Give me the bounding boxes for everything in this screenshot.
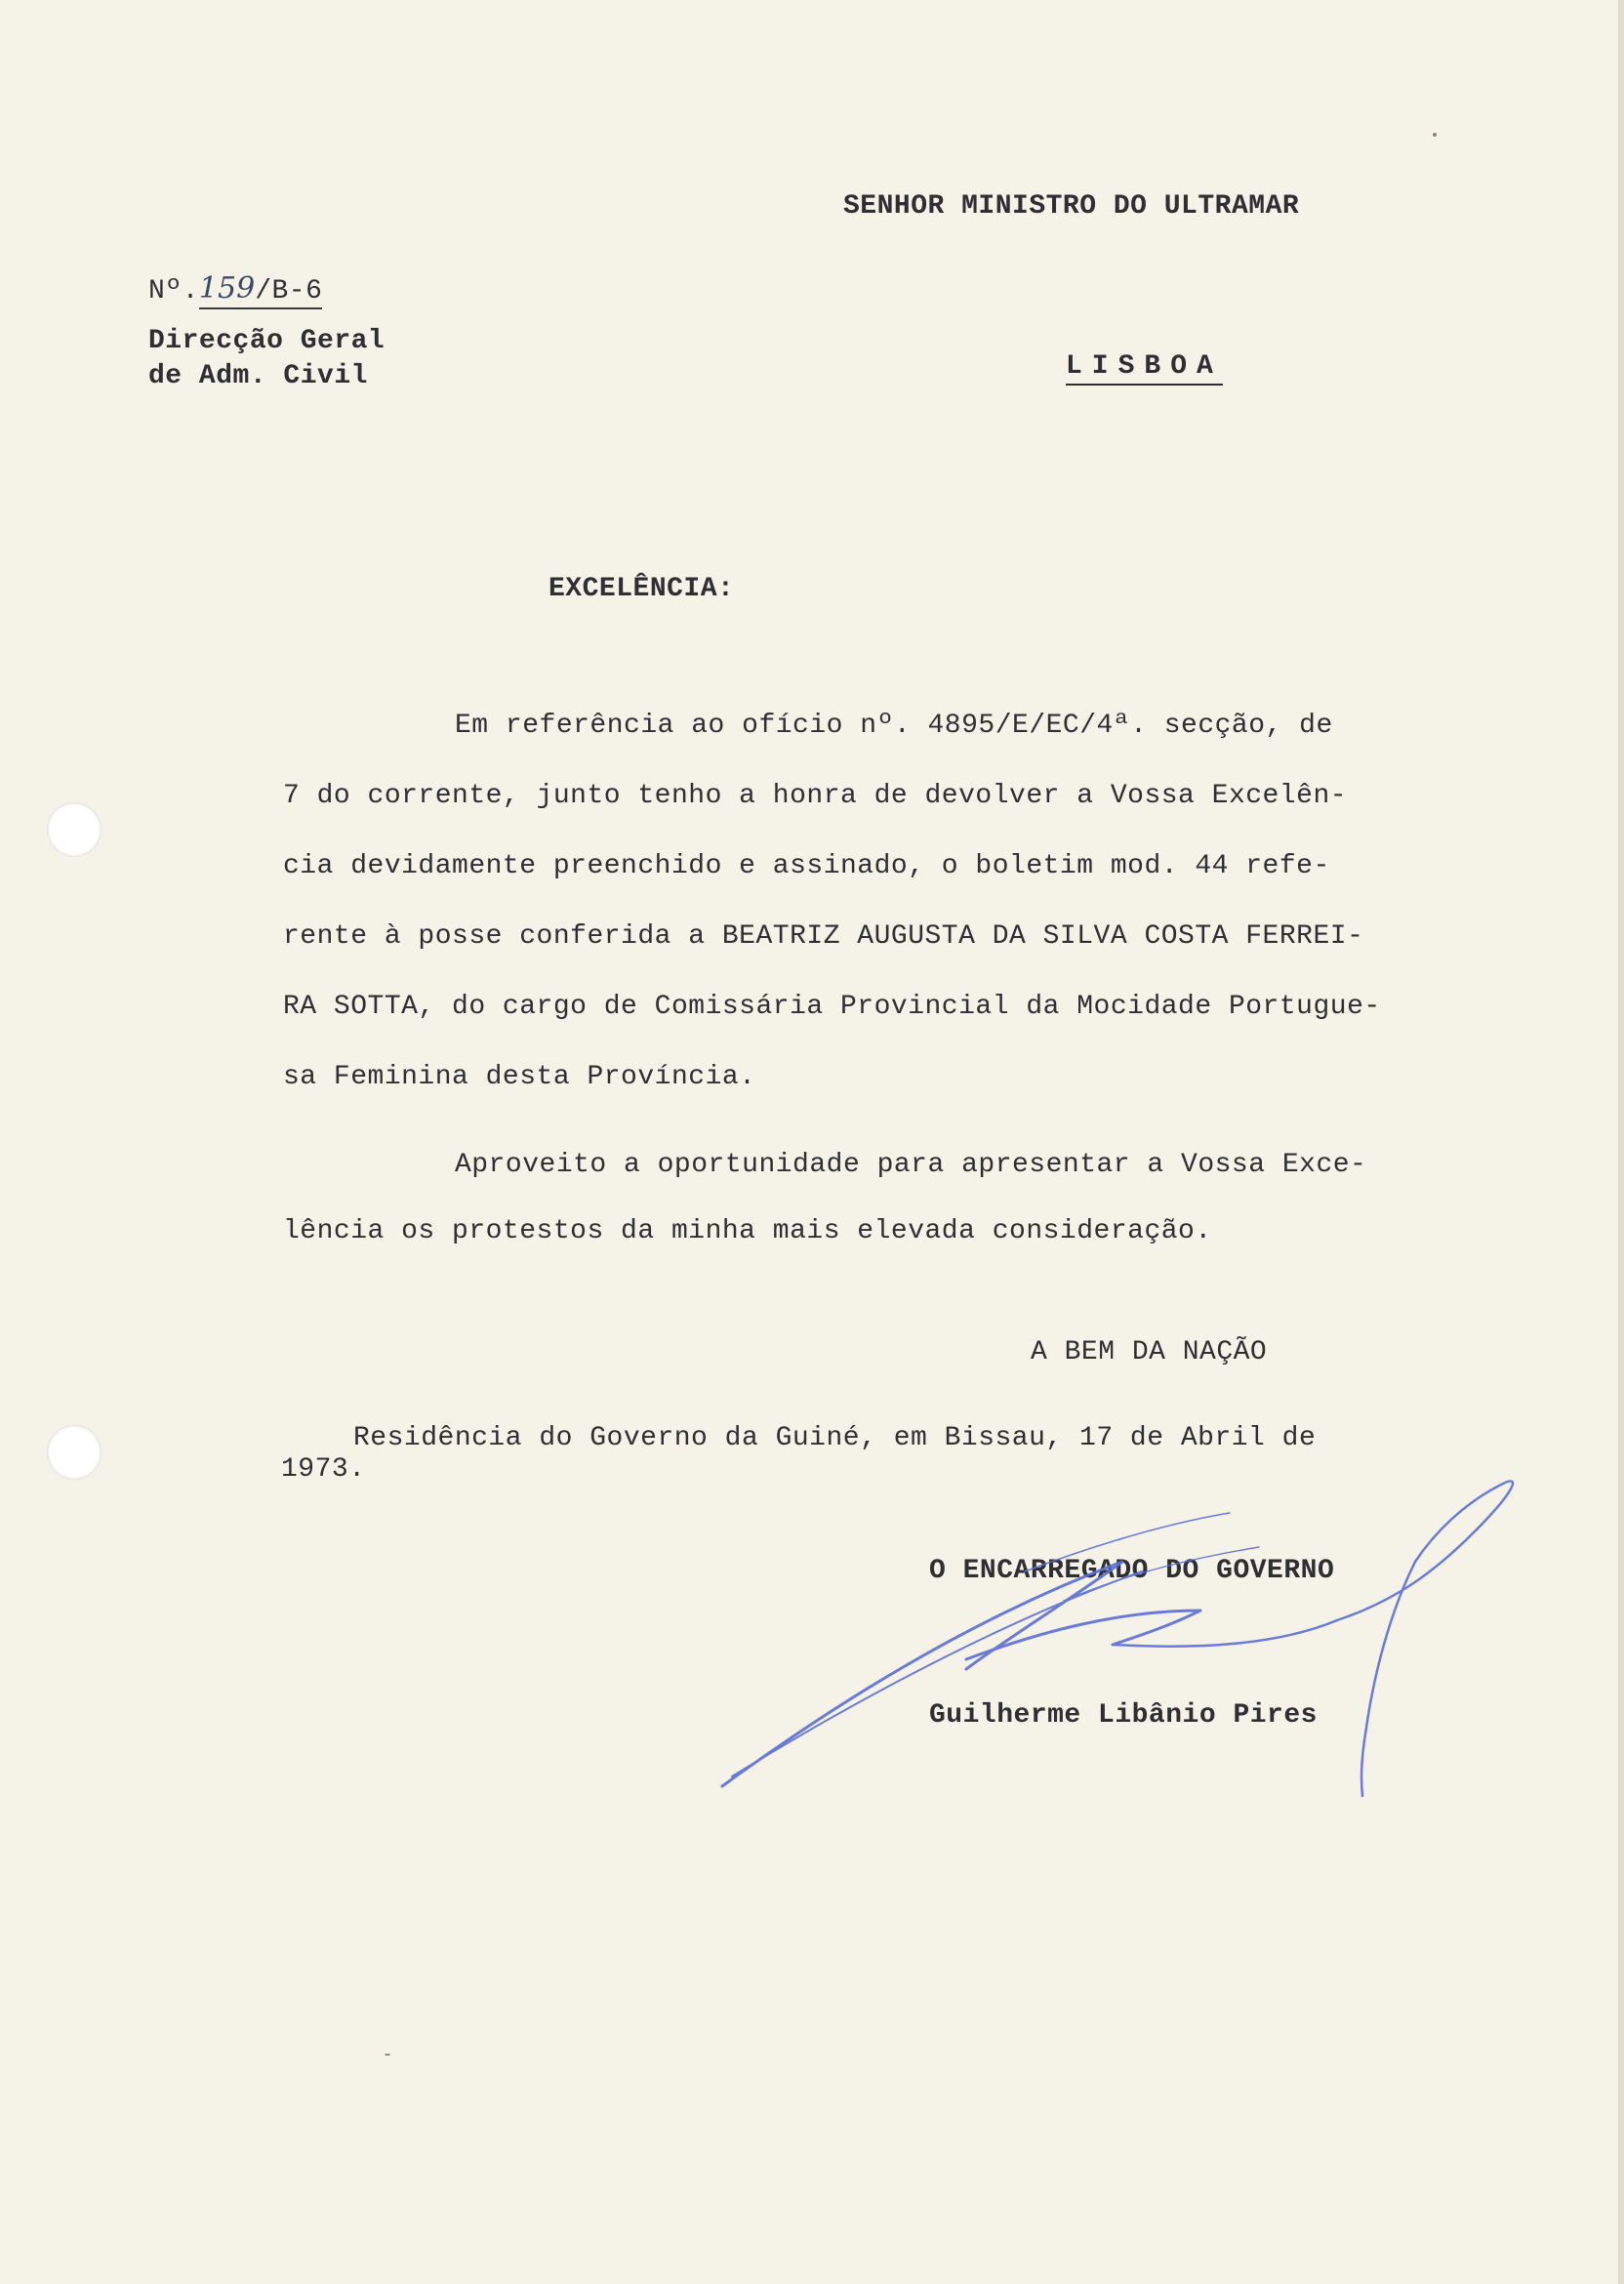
paper-speck (385, 2054, 390, 2056)
signer-name: Guilherme Libânio Pires (929, 1700, 1318, 1731)
reference-prefix: Nº. (148, 276, 199, 306)
paragraph-2-line: Aproveito a oportunidade para apresentar a Vossa Exce- (455, 1150, 1367, 1180)
place-date-line-1: Residência do Governo da Guiné, em Bissau, 17 de Abril de (353, 1423, 1317, 1453)
signer-title: O ENCARREGADO DO GOVERNO (929, 1556, 1335, 1586)
salutation: EXCELÊNCIA: (548, 574, 735, 604)
place-date-line-2: 1973. (281, 1454, 366, 1485)
paragraph-2-line: lência os protestos da minha mais elevada consideração. (283, 1216, 1212, 1246)
punch-hole (47, 802, 102, 857)
reference-suffix: /B-6 (255, 276, 323, 306)
paragraph-1-line: sa Feminina desta Província. (283, 1062, 756, 1092)
paragraph-1-line: RA SOTTA, do cargo de Comissária Provincial da Mocidade Portugue- (283, 992, 1381, 1022)
city: LISBOA (1066, 351, 1223, 386)
paragraph-1-line: rente à posse conferida a BEATRIZ AUGUSTA DA SILVA COSTA FERREI- (283, 921, 1364, 952)
addressee: SENHOR MINISTRO DO ULTRAMAR (843, 191, 1300, 222)
paragraph-1-line: cia devidamente preenchido e assinado, o boletim mod. 44 refe- (283, 851, 1330, 881)
paragraph-1-line: 7 do corrente, junto tenho a honra de devolver a Vossa Excelên- (283, 781, 1348, 811)
punch-hole (47, 1425, 102, 1480)
reference-handwritten-number: 159 (198, 271, 256, 306)
paragraph-1-line: Em referência ao ofício nº. 4895/E/EC/4ª. secção, de (455, 711, 1333, 741)
department-line-2: de Adm. Civil (148, 361, 368, 391)
reference-code (198, 271, 323, 309)
page-edge (1618, 0, 1624, 2284)
reference-number (148, 271, 322, 306)
department-line-1: Direcção Geral (148, 326, 386, 356)
handwritten-signature (712, 1454, 1552, 1806)
closing-formula: A BEM DA NAÇÃO (1031, 1337, 1268, 1367)
paper-speck (1433, 133, 1437, 137)
